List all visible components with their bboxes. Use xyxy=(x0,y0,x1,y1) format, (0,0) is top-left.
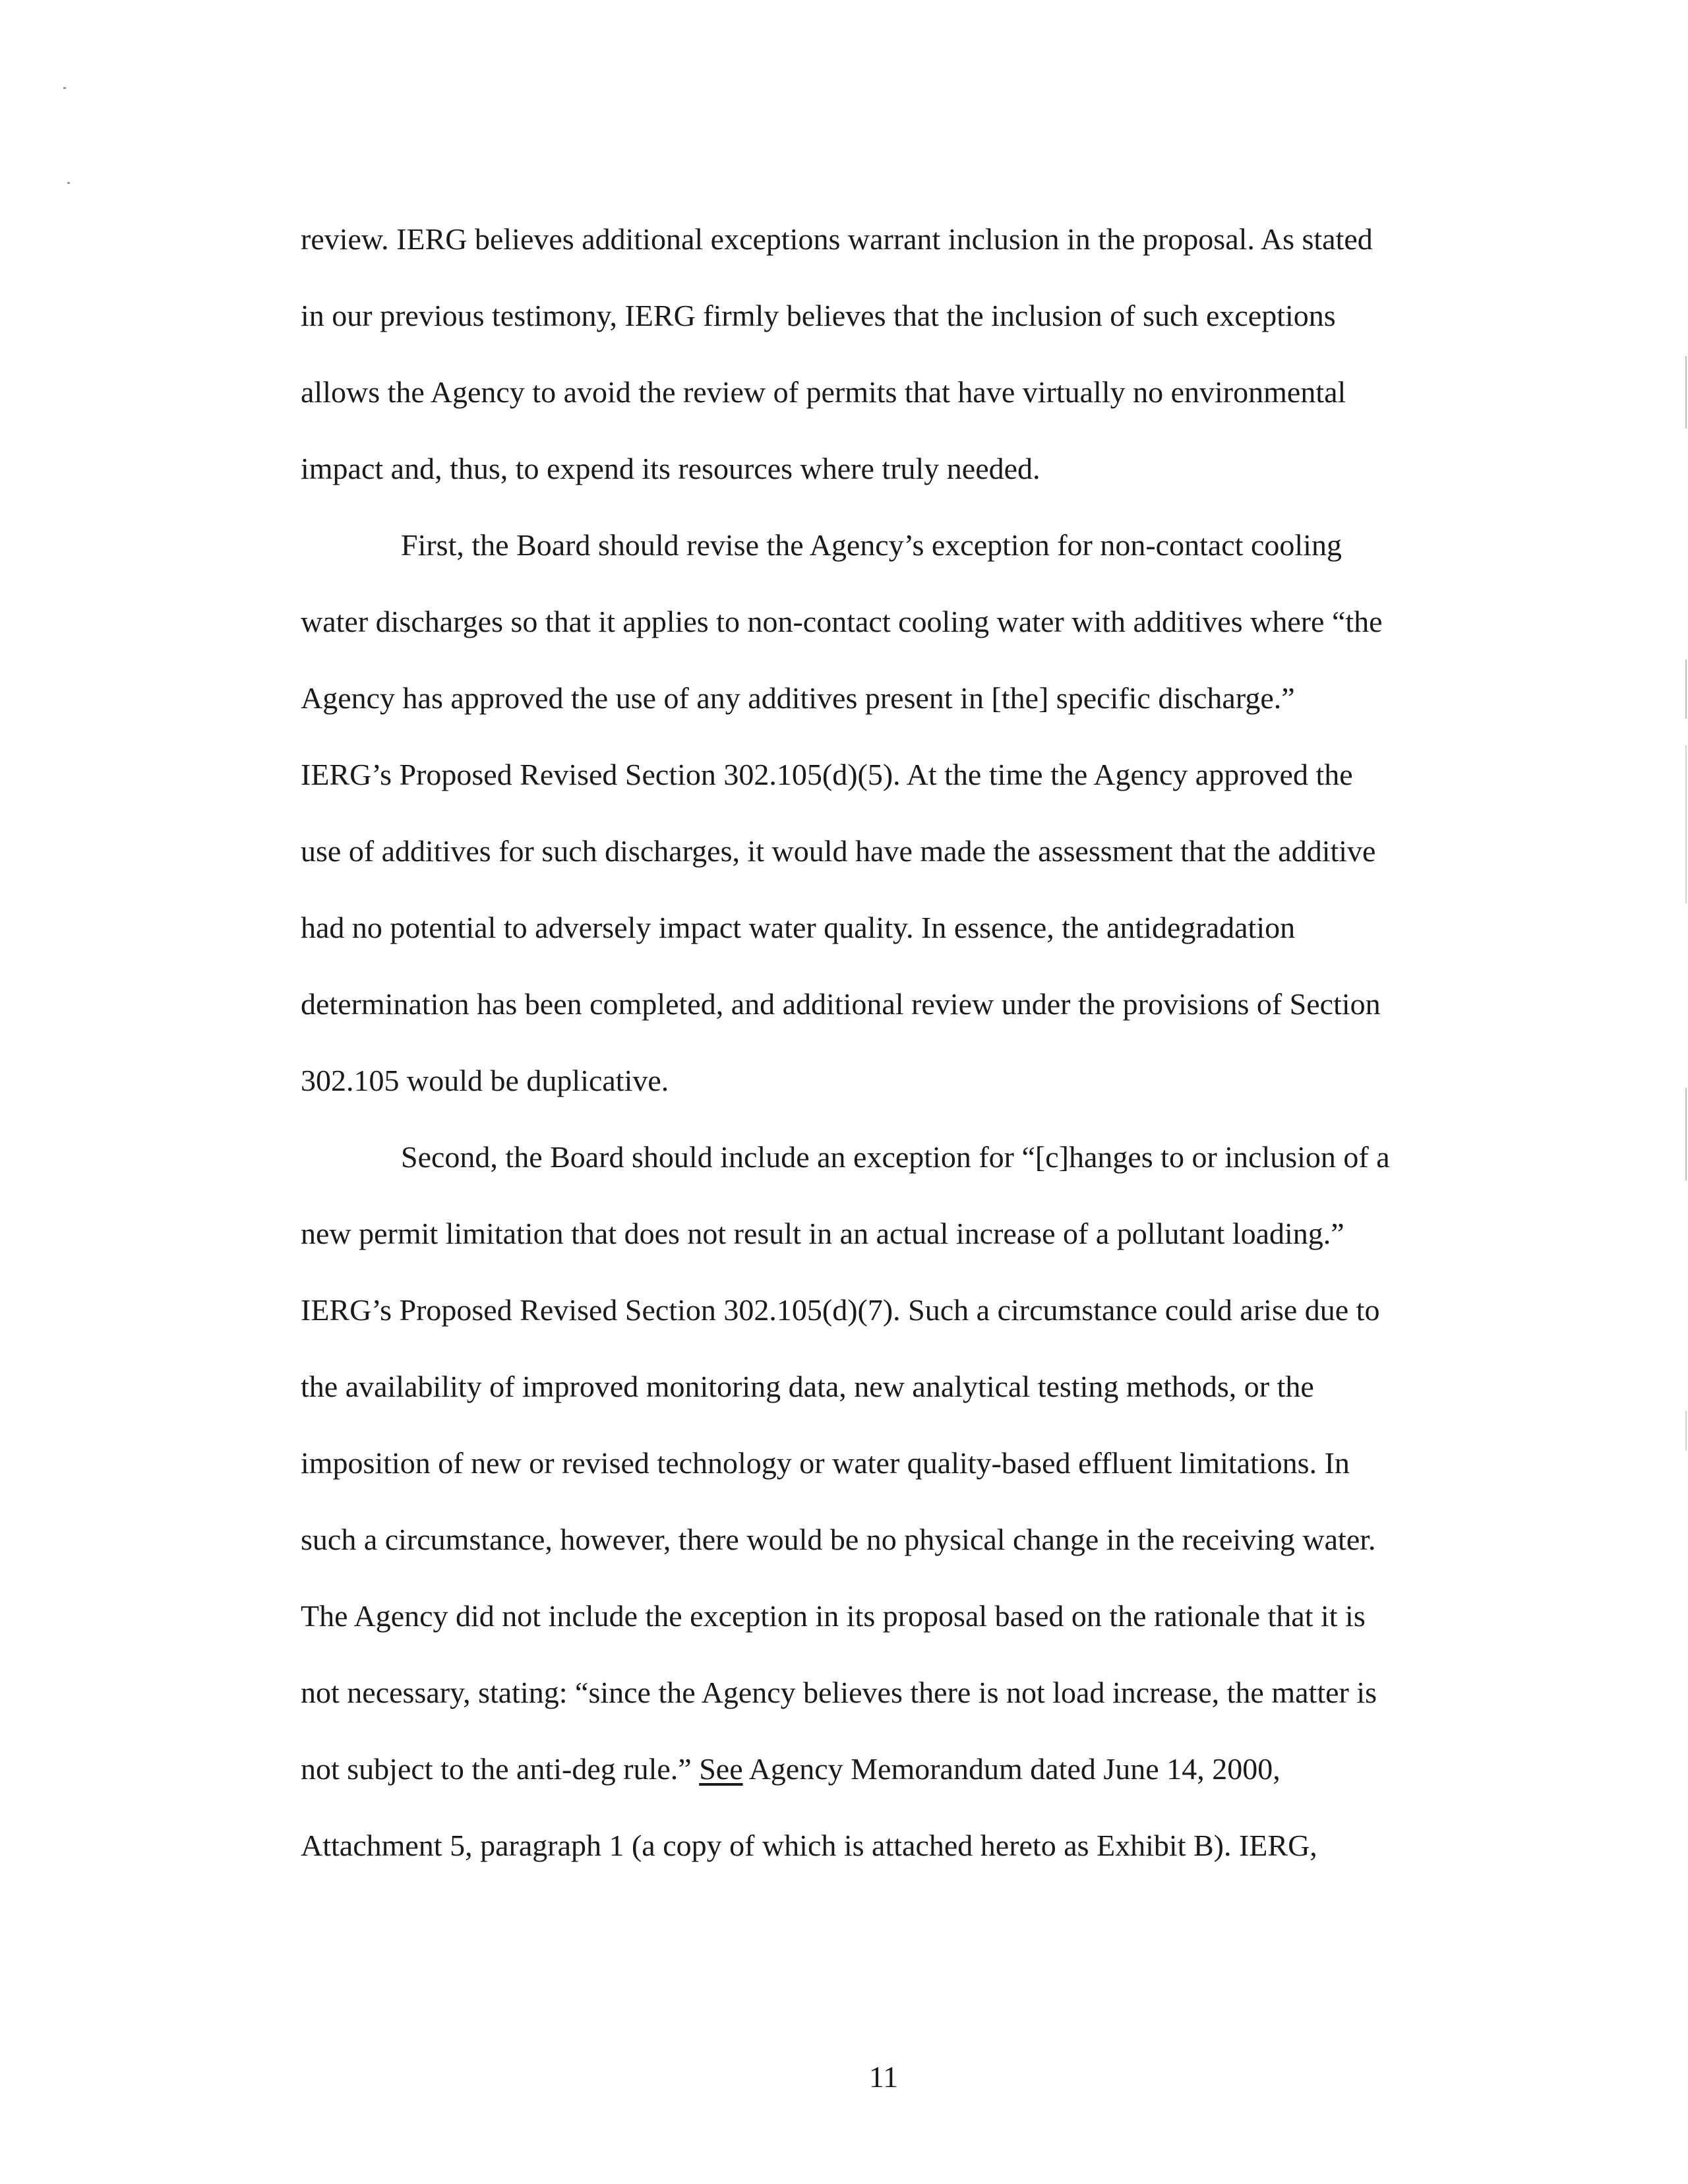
text-line: new permit limitation that does not result in an actual increase of a pollutant loading.” xyxy=(301,1217,1344,1250)
scan-speck xyxy=(63,87,66,89)
page-number: 11 xyxy=(868,2060,899,2094)
text-line: impact and, thus, to expend its resources where truly needed. xyxy=(301,452,1040,485)
see-citation-signal: See xyxy=(699,1752,743,1786)
text-line: IERG’s Proposed Revised Section 302.105(d)(7). Such a circumstance could arise due to xyxy=(301,1293,1380,1327)
document-body xyxy=(301,201,1488,1884)
text-line: determination has been completed, and additional review under the provisions of Section xyxy=(301,987,1381,1021)
scan-artifact xyxy=(1685,659,1687,719)
text-line: use of additives for such discharges, it would have made the assessment that the additive xyxy=(301,834,1376,868)
scan-artifact xyxy=(1685,356,1687,429)
text-line: water discharges so that it applies to non-contact cooling water with additives where “the xyxy=(301,605,1383,638)
paragraph-first-line: Second, the Board should include an exception for “[c]hanges to or inclusion of a xyxy=(401,1140,1390,1174)
text-line: not necessary, stating: “since the Agency believes there is not load increase, the matter is xyxy=(301,1676,1377,1709)
text-line: the availability of improved monitoring data, new analytical testing methods, or the xyxy=(301,1370,1314,1403)
scan-artifact xyxy=(1685,745,1687,903)
scan-artifact xyxy=(1685,1411,1687,1451)
paragraph-first-line: First, the Board should revise the Agency’s exception for non-contact cooling xyxy=(401,528,1342,562)
text-line: review. IERG believes additional exceptions warrant inclusion in the proposal. As stated xyxy=(301,222,1373,256)
text-line: allows the Agency to avoid the review of permits that have virtually no environmental xyxy=(301,375,1346,409)
text-line: had no potential to adversely impact water quality. In essence, the antidegradation xyxy=(301,911,1296,944)
text-segment: not subject to the anti-deg rule.” xyxy=(301,1752,700,1786)
text-line: Attachment 5, paragraph 1 (a copy of which is attached hereto as Exhibit B). IERG, xyxy=(301,1829,1317,1862)
text-line: such a circumstance, however, there would be no physical change in the receiving water. xyxy=(301,1523,1376,1556)
text-line: Agency has approved the use of any additives present in [the] specific discharge.” xyxy=(301,681,1295,715)
text-segment: Agency Memorandum dated June 14, 2000, xyxy=(742,1752,1281,1786)
text-line: 302.105 would be duplicative. xyxy=(301,1064,669,1097)
text-line: IERG’s Proposed Revised Section 302.105(d)(5). At the time the Agency approved the xyxy=(301,758,1353,791)
text-line-with-citation xyxy=(301,1731,1488,1807)
text-line: in our previous testimony, IERG firmly believes that the inclusion of such exceptions xyxy=(301,299,1336,332)
scan-speck xyxy=(67,182,70,184)
text-line: The Agency did not include the exception in its proposal based on the rationale that it is xyxy=(301,1599,1366,1633)
scan-artifact xyxy=(1685,1088,1687,1180)
text-line: imposition of new or revised technology or water quality-based effluent limitations. In xyxy=(301,1446,1350,1480)
